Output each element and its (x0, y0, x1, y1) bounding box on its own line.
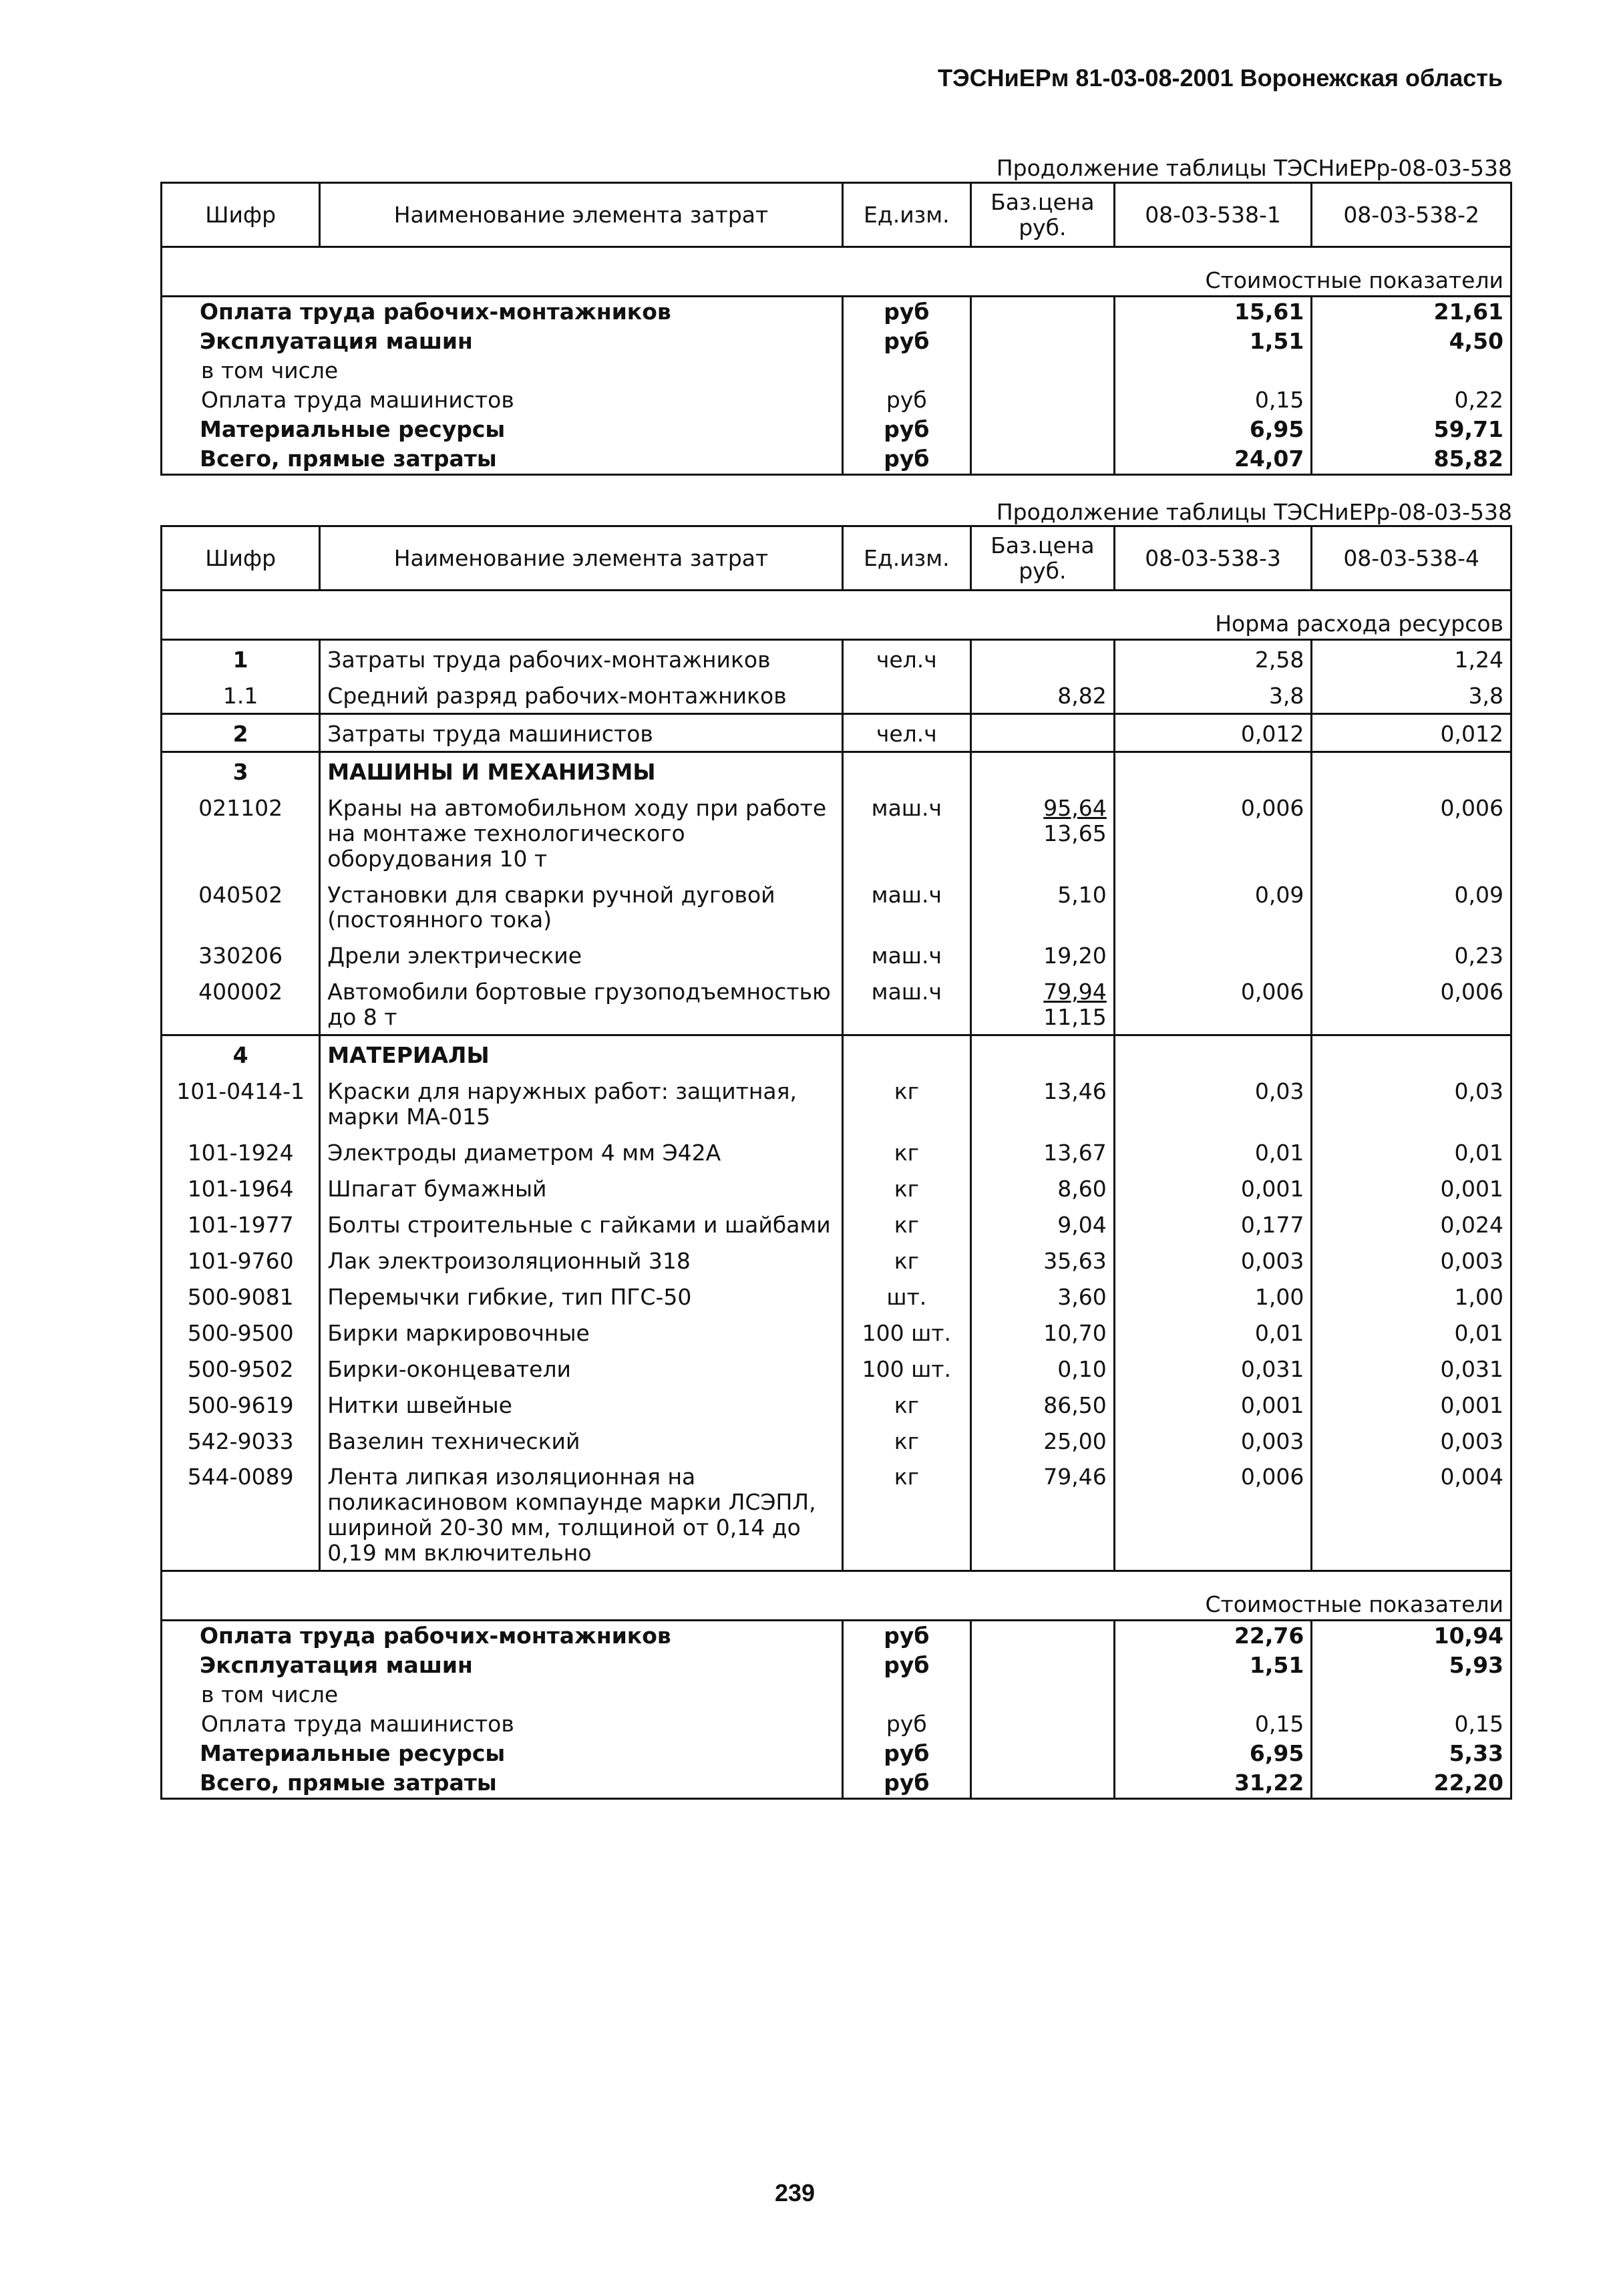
cost-value-2: 5,33 (1312, 1739, 1511, 1768)
table2-caption: Продолжение таблицы ТЭСНиЕРр-08-03-538 (996, 499, 1512, 525)
row-unit: кг (842, 1072, 970, 1134)
row-name: Нитки швейные (320, 1386, 842, 1422)
row-value-1: 3,8 (1114, 677, 1312, 713)
table-row (162, 1314, 1511, 1350)
cost-row (162, 1651, 1511, 1680)
row-code: 1.1 (162, 677, 320, 713)
section-row (162, 247, 1511, 297)
table-row (162, 789, 1511, 876)
row-value-1: 0,177 (1114, 1206, 1312, 1242)
cost-value-1: 6,95 (1114, 415, 1312, 444)
col-header-price: Баз.цена руб. (970, 183, 1114, 247)
row-value-1: 0,012 (1114, 713, 1312, 752)
cost-name: Эксплуатация машин (162, 327, 843, 356)
row-value-2: 0,003 (1312, 1242, 1511, 1278)
row-code: 544-0089 (162, 1458, 320, 1571)
price-value: 86,50 (1043, 1391, 1107, 1418)
price-value: 10,70 (1043, 1319, 1107, 1346)
table-row (162, 1350, 1511, 1386)
cost-unit (842, 1680, 970, 1709)
row-value-2: 1,00 (1312, 1278, 1511, 1314)
row-unit: кг (842, 1170, 970, 1206)
row-price (970, 1278, 1114, 1314)
row-value-1: 0,003 (1114, 1422, 1312, 1458)
row-value-1: 0,001 (1114, 1386, 1312, 1422)
row-price (970, 937, 1114, 973)
row-name: Краны на автомобильном ходу при работе на монтаже технологического оборудования 10 т (320, 789, 842, 876)
row-price (970, 677, 1114, 713)
table-row (162, 1170, 1511, 1206)
row-price (970, 1170, 1114, 1206)
row-code: 4 (162, 1035, 320, 1072)
section-label: Стоимостные показатели (162, 247, 1511, 297)
row-value-2: 0,001 (1312, 1386, 1511, 1422)
row-unit: чел.ч (842, 713, 970, 752)
col-header-538-1: 08-03-538-1 (1114, 183, 1312, 247)
cost-price (970, 1651, 1114, 1680)
cost-value-1: 31,22 (1114, 1768, 1312, 1798)
row-name: МАШИНЫ И МЕХАНИЗМЫ (320, 752, 842, 788)
cost-value-1 (1114, 356, 1312, 385)
row-unit: маш.ч (842, 789, 970, 876)
cost-name: Оплата труда рабочих-монтажников (162, 296, 843, 326)
cost-value-1: 1,51 (1114, 1651, 1312, 1680)
row-code: 3 (162, 752, 320, 788)
cost-value-2: 5,93 (1312, 1651, 1511, 1680)
row-name: Установки для сварки ручной дуговой (постоянного тока) (320, 876, 842, 937)
row-value-2: 3,8 (1312, 677, 1511, 713)
row-value-2 (1312, 752, 1511, 788)
row-code: 021102 (162, 789, 320, 876)
cost-price (970, 1739, 1114, 1768)
price-value: 19,20 (1043, 943, 1107, 969)
cost-name: в том числе (162, 1680, 843, 1709)
row-name: Болты строительные с гайками и шайбами (320, 1206, 842, 1242)
row-price (970, 1458, 1114, 1571)
row-value-2: 0,006 (1312, 789, 1511, 876)
cost-price (970, 444, 1114, 474)
row-value-2: 0,03 (1312, 1072, 1511, 1134)
row-value-2: 0,012 (1312, 713, 1511, 752)
cost-value-2: 0,22 (1312, 385, 1511, 415)
cost-unit: руб (842, 415, 970, 444)
price-value-secondary: 13,65 (1043, 820, 1107, 846)
cost-name: Материальные ресурсы (162, 415, 843, 444)
cost-price (970, 1768, 1114, 1798)
cost-price (970, 385, 1114, 415)
row-code: 2 (162, 713, 320, 752)
cost-value-1: 0,15 (1114, 385, 1312, 415)
row-code: 101-1964 (162, 1170, 320, 1206)
table-row (162, 1206, 1511, 1242)
row-code: 500-9619 (162, 1386, 320, 1422)
section-row (162, 591, 1511, 640)
row-value-2: 0,001 (1312, 1170, 1511, 1206)
table-row (162, 1458, 1511, 1571)
section-label: Стоимостные показатели (162, 1571, 1511, 1621)
table1-caption: Продолжение таблицы ТЭСНиЕРр-08-03-538 (996, 155, 1512, 181)
cost-unit: руб (842, 1651, 970, 1680)
row-value-1 (1114, 937, 1312, 973)
row-value-1: 1,00 (1114, 1278, 1312, 1314)
cost-value-2: 10,94 (1312, 1621, 1511, 1651)
table2 (160, 525, 1512, 1800)
table-row (162, 713, 1511, 752)
row-unit: кг (842, 1206, 970, 1242)
col-header-code: Шифр (162, 526, 320, 591)
row-code: 542-9033 (162, 1422, 320, 1458)
row-unit: 100 шт. (842, 1314, 970, 1350)
cost-value-1: 24,07 (1114, 444, 1312, 474)
row-code: 101-1977 (162, 1206, 320, 1242)
row-name: Бирки-оконцеватели (320, 1350, 842, 1386)
row-price (970, 639, 1114, 676)
row-value-2: 0,01 (1312, 1134, 1511, 1170)
cost-price (970, 296, 1114, 326)
row-name: Бирки маркировочные (320, 1314, 842, 1350)
col-header-538-4: 08-03-538-4 (1312, 526, 1511, 591)
row-name: Затраты труда рабочих-монтажников (320, 639, 842, 676)
price-value: 25,00 (1043, 1428, 1107, 1454)
cost-value-2: 4,50 (1312, 327, 1511, 356)
row-unit: кг (842, 1134, 970, 1170)
col-header-name: Наименование элемента затрат (320, 526, 842, 591)
table1 (160, 182, 1512, 476)
cost-row (162, 327, 1511, 356)
row-value-2: 0,23 (1312, 937, 1511, 973)
price-value: 3,60 (1057, 1283, 1107, 1310)
cost-unit: руб (842, 444, 970, 474)
table-row (162, 937, 1511, 973)
cost-value-2 (1312, 356, 1511, 385)
col-header-538-3: 08-03-538-3 (1114, 526, 1312, 591)
cost-name: в том числе (162, 356, 843, 385)
cost-unit: руб (842, 296, 970, 326)
col-header-unit: Ед.изм. (842, 183, 970, 247)
col-header-price: Баз.цена руб. (970, 526, 1114, 591)
row-name: Перемычки гибкие, тип ПГС-50 (320, 1278, 842, 1314)
page-number: 239 (775, 2179, 816, 2206)
table-row (162, 639, 1511, 676)
row-value-2: 1,24 (1312, 639, 1511, 676)
row-name: Краски для наружных работ: защитная, марки МА-015 (320, 1072, 842, 1134)
price-value: 9,04 (1057, 1211, 1107, 1238)
col-header-unit: Ед.изм. (842, 526, 970, 591)
row-value-1: 0,03 (1114, 1072, 1312, 1134)
cost-price (970, 1680, 1114, 1709)
cost-value-1: 0,15 (1114, 1709, 1312, 1739)
row-value-1: 0,01 (1114, 1314, 1312, 1350)
row-price (970, 713, 1114, 752)
row-price (970, 1350, 1114, 1386)
cost-value-1: 15,61 (1114, 296, 1312, 326)
row-value-2 (1312, 1035, 1511, 1072)
table-row (162, 1035, 1511, 1072)
cost-price (970, 327, 1114, 356)
row-code: 040502 (162, 876, 320, 937)
row-value-1: 0,031 (1114, 1350, 1312, 1386)
cost-name: Оплата труда машинистов (162, 385, 843, 415)
cost-name: Оплата труда машинистов (162, 1709, 843, 1739)
cost-name: Всего, прямые затраты (162, 1768, 843, 1798)
row-name: МАТЕРИАЛЫ (320, 1035, 842, 1072)
table-row (162, 1242, 1511, 1278)
table-row (162, 1134, 1511, 1170)
cost-name: Всего, прямые затраты (162, 444, 843, 474)
row-code: 101-1924 (162, 1134, 320, 1170)
cost-price (970, 1709, 1114, 1739)
row-code: 101-0414-1 (162, 1072, 320, 1134)
row-value-1 (1114, 752, 1312, 788)
col-header-538-2: 08-03-538-2 (1312, 183, 1511, 247)
row-name: Дрели электрические (320, 937, 842, 973)
cost-unit: руб (842, 327, 970, 356)
row-unit: кг (842, 1458, 970, 1571)
row-unit: маш.ч (842, 937, 970, 973)
row-unit: кг (842, 1422, 970, 1458)
price-value: 0,10 (1057, 1355, 1107, 1382)
row-price (970, 973, 1114, 1035)
row-value-1: 0,01 (1114, 1134, 1312, 1170)
cost-name: Материальные ресурсы (162, 1739, 843, 1768)
cost-row (162, 1709, 1511, 1739)
cost-row (162, 1739, 1511, 1768)
cost-unit: руб (842, 1768, 970, 1798)
row-value-2: 0,024 (1312, 1206, 1511, 1242)
row-name: Лак электроизоляционный 318 (320, 1242, 842, 1278)
row-value-1: 2,58 (1114, 639, 1312, 676)
cost-row (162, 296, 1511, 326)
row-value-1: 0,006 (1114, 973, 1312, 1035)
row-value-1: 0,006 (1114, 1458, 1312, 1571)
cost-price (970, 356, 1114, 385)
row-code: 500-9500 (162, 1314, 320, 1350)
cost-unit: руб (842, 1709, 970, 1739)
col-header-name: Наименование элемента затрат (320, 183, 842, 247)
row-name: Автомобили бортовые грузоподъемностью до 8 т (320, 973, 842, 1035)
cost-unit: руб (842, 385, 970, 415)
table-row (162, 1278, 1511, 1314)
row-price (970, 1386, 1114, 1422)
table-row (162, 876, 1511, 937)
row-unit: чел.ч (842, 639, 970, 676)
table-row (162, 1386, 1511, 1422)
row-unit: маш.ч (842, 973, 970, 1035)
section-label: Норма расхода ресурсов (162, 591, 1511, 640)
cost-row (162, 385, 1511, 415)
row-value-1: 0,09 (1114, 876, 1312, 937)
row-unit: кг (842, 1386, 970, 1422)
price-value: 5,10 (1057, 881, 1107, 908)
row-code: 1 (162, 639, 320, 676)
table-row (162, 1422, 1511, 1458)
row-price (970, 752, 1114, 788)
row-unit (842, 1035, 970, 1072)
row-code: 500-9081 (162, 1278, 320, 1314)
cost-value-2: 0,15 (1312, 1709, 1511, 1739)
table-row (162, 973, 1511, 1035)
cost-value-1: 22,76 (1114, 1621, 1312, 1651)
cost-unit: руб (842, 1739, 970, 1768)
row-name: Средний разряд рабочих-монтажников (320, 677, 842, 713)
cost-unit (842, 356, 970, 385)
row-code: 330206 (162, 937, 320, 973)
row-price (970, 1072, 1114, 1134)
cost-unit: руб (842, 1621, 970, 1651)
cost-value-2: 59,71 (1312, 415, 1511, 444)
row-value-2: 0,01 (1312, 1314, 1511, 1350)
row-name: Шпагат бумажный (320, 1170, 842, 1206)
row-price (970, 1242, 1114, 1278)
row-value-2: 0,003 (1312, 1422, 1511, 1458)
row-value-1: 0,001 (1114, 1170, 1312, 1206)
row-unit: маш.ч (842, 876, 970, 937)
table-row (162, 1072, 1511, 1134)
row-price (970, 1134, 1114, 1170)
row-name: Лента липкая изоляционная на поликасиновом компаунде марки ЛСЭПЛ, шириной 20-30 мм, толщиной от 0,14 до 0,19 мм включительно (320, 1458, 842, 1571)
cost-value-1: 6,95 (1114, 1739, 1312, 1768)
cost-value-2: 85,82 (1312, 444, 1511, 474)
section-row (162, 1571, 1511, 1621)
row-price (970, 1206, 1114, 1242)
row-unit (842, 752, 970, 788)
price-value: 8,82 (1057, 682, 1107, 709)
row-unit: кг (842, 1242, 970, 1278)
row-code: 400002 (162, 973, 320, 1035)
cost-value-2 (1312, 1680, 1511, 1709)
cost-row (162, 415, 1511, 444)
cost-row (162, 1768, 1511, 1798)
row-unit (842, 677, 970, 713)
row-value-2: 0,09 (1312, 876, 1511, 937)
document-header: ТЭСНиЕРм 81-03-08-2001 Воронежская область (938, 64, 1503, 92)
row-price (970, 1422, 1114, 1458)
col-header-code: Шифр (162, 183, 320, 247)
row-value-2: 0,004 (1312, 1458, 1511, 1571)
table-row (162, 752, 1511, 788)
table-row (162, 677, 1511, 713)
row-price (970, 1035, 1114, 1072)
price-value: 13,46 (1043, 1078, 1107, 1105)
row-code: 101-9760 (162, 1242, 320, 1278)
row-unit: 100 шт. (842, 1350, 970, 1386)
row-price (970, 1314, 1114, 1350)
cost-row (162, 356, 1511, 385)
price-value: 8,60 (1057, 1175, 1107, 1202)
cost-name: Эксплуатация машин (162, 1651, 843, 1680)
row-name: Вазелин технический (320, 1422, 842, 1458)
price-value: 13,67 (1043, 1140, 1107, 1166)
row-value-1: 0,006 (1114, 789, 1312, 876)
row-price (970, 876, 1114, 937)
cost-row (162, 444, 1511, 474)
cost-row (162, 1621, 1511, 1651)
cost-row (162, 1680, 1511, 1709)
cost-value-1 (1114, 1680, 1312, 1709)
row-unit: шт. (842, 1278, 970, 1314)
cost-price (970, 1621, 1114, 1651)
row-value-1: 0,003 (1114, 1242, 1312, 1278)
cost-price (970, 415, 1114, 444)
price-value: 35,63 (1043, 1247, 1107, 1274)
price-value-secondary: 11,15 (1043, 1004, 1107, 1031)
row-code: 500-9502 (162, 1350, 320, 1386)
row-name: Затраты труда машинистов (320, 713, 842, 752)
price-value: 79,46 (1043, 1464, 1107, 1490)
row-value-2: 0,031 (1312, 1350, 1511, 1386)
row-name: Электроды диаметром 4 мм Э42А (320, 1134, 842, 1170)
cost-value-1: 1,51 (1114, 327, 1312, 356)
row-value-2: 0,006 (1312, 973, 1511, 1035)
row-price (970, 789, 1114, 876)
cost-value-2: 22,20 (1312, 1768, 1511, 1798)
cost-name: Оплата труда рабочих-монтажников (162, 1621, 843, 1651)
price-value: 79,94 (1043, 979, 1107, 1005)
price-value: 95,64 (1043, 794, 1107, 821)
row-value-1 (1114, 1035, 1312, 1072)
cost-value-2: 21,61 (1312, 296, 1511, 326)
